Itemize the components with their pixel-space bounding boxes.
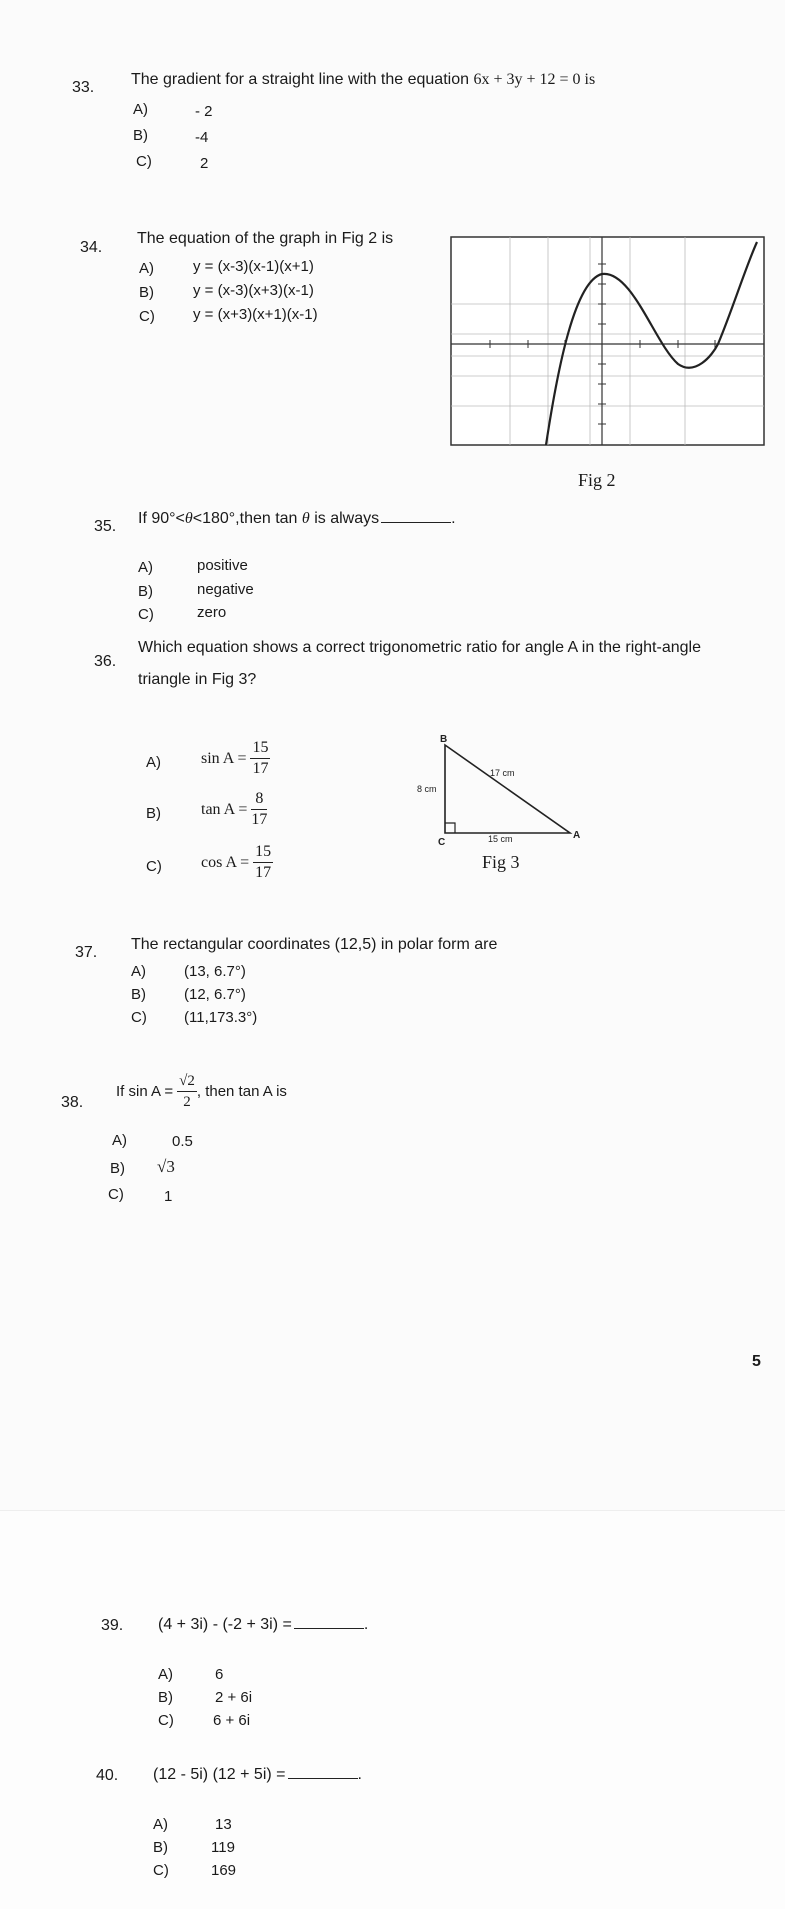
figure-label: Fig 3 [482, 852, 520, 872]
option-value: y = (x-3)(x-1)(x+1) [193, 258, 314, 275]
triangle-outline [445, 745, 570, 833]
question-text: The rectangular coordinates (12,5) in polar form are [131, 936, 498, 953]
side-ab-label: 17 cm [490, 768, 515, 778]
graph-frame [451, 237, 764, 445]
option-label: B) [131, 986, 146, 1003]
option-label: C) [138, 606, 154, 623]
option-value: 0.5 [172, 1133, 193, 1150]
question-number: 36. [94, 653, 117, 670]
option-label: B) [139, 284, 154, 301]
answer-blank[interactable] [288, 1764, 358, 1779]
option-label: A) [158, 1666, 173, 1683]
question-text: The equation of the graph in Fig 2 is [137, 230, 394, 247]
vertex-b-label: B [440, 734, 448, 745]
question-text: If sin A = $\frac{√2}{2}$ , then tan A is [116, 1073, 287, 1110]
option-label: C) [139, 308, 155, 325]
option-value: y = (x+3)(x+1)(x-1) [193, 306, 318, 323]
option-label: A) [131, 963, 146, 980]
option-label: B) [158, 1689, 173, 1706]
option-value: (11,173.3°) [184, 1009, 258, 1026]
option-label: A) [133, 101, 148, 118]
question-number: 34. [80, 239, 103, 256]
option-value: -4 [195, 129, 209, 146]
option-label: B) [133, 127, 148, 144]
option-label: A) [112, 1132, 127, 1149]
option-label: C) [131, 1009, 147, 1026]
fig3-triangle [410, 730, 590, 848]
option-value: y = (x-3)(x+3)(x-1) [193, 282, 314, 299]
option-label: C) [158, 1712, 174, 1729]
option-label: C) [146, 858, 162, 875]
option-value: positive [197, 557, 248, 574]
option-value: 1 [164, 1188, 173, 1205]
option-value: 6 [215, 1666, 224, 1683]
option-label: C) [136, 153, 152, 170]
side-ca-label: 15 cm [488, 834, 513, 844]
answer-blank[interactable] [381, 508, 451, 523]
option-value: 13 [215, 1816, 232, 1833]
question-text: Which equation shows a correct trigonometric ratio for angle A in the right-angle [138, 639, 701, 656]
answer-blank[interactable] [294, 1614, 364, 1629]
fig2-graph [450, 236, 765, 446]
question-text: (4 + 3i) - (-2 + 3i) = . [158, 1616, 369, 1633]
option-value: (13, 6.7°) [184, 963, 246, 980]
question-text: (12 - 5i) (12 + 5i) = . [153, 1766, 362, 1783]
question-text: The gradient for a straight line with the equation 6x + 3y + 12 = 0 is [131, 71, 596, 88]
question-number: 39. [101, 1617, 124, 1634]
option-equation: sin A = $\frac{15}{17}$ [201, 739, 269, 777]
option-equation: tan A = $\frac{8}{17}$ [201, 790, 268, 828]
question-text-continued: triangle in Fig 3? [138, 671, 257, 688]
question-number: 37. [75, 944, 98, 961]
option-value: 119 [211, 1839, 235, 1856]
question-text: If 90°<θ<180°,then tan θ is always . [138, 510, 456, 527]
page-sheet-lower [0, 1510, 785, 1909]
question-number: 35. [94, 518, 117, 535]
option-value: √3 [157, 1157, 175, 1176]
option-equation: cos A = $\frac{15}{17}$ [201, 843, 272, 881]
option-label: A) [146, 754, 161, 771]
option-label: A) [139, 260, 154, 277]
option-label: B) [146, 805, 161, 822]
option-label: A) [138, 559, 153, 576]
side-bc-label: 8 cm [417, 784, 437, 794]
vertex-c-label: C [438, 837, 446, 848]
question-number: 40. [96, 1767, 119, 1784]
option-label: A) [153, 1816, 168, 1833]
option-value: 2 + 6i [215, 1689, 253, 1706]
page-number: 5 [752, 1353, 761, 1370]
question-number: 38. [61, 1094, 84, 1111]
question-number: 33. [72, 79, 95, 96]
right-angle-marker [445, 823, 455, 833]
option-label: B) [138, 583, 153, 600]
option-label: B) [153, 1839, 168, 1856]
figure-label: Fig 2 [578, 470, 616, 490]
option-value: 2 [200, 155, 209, 172]
option-value: zero [197, 604, 227, 621]
option-value: 169 [211, 1862, 237, 1879]
option-value: 6 + 6i [213, 1712, 251, 1729]
option-value: negative [197, 581, 254, 598]
vertex-a-label: A [573, 830, 581, 841]
option-value: (12, 6.7°) [184, 986, 246, 1003]
option-value: - 2 [195, 103, 213, 120]
option-label: C) [108, 1186, 124, 1203]
option-label: B) [110, 1160, 125, 1177]
option-label: C) [153, 1862, 169, 1879]
